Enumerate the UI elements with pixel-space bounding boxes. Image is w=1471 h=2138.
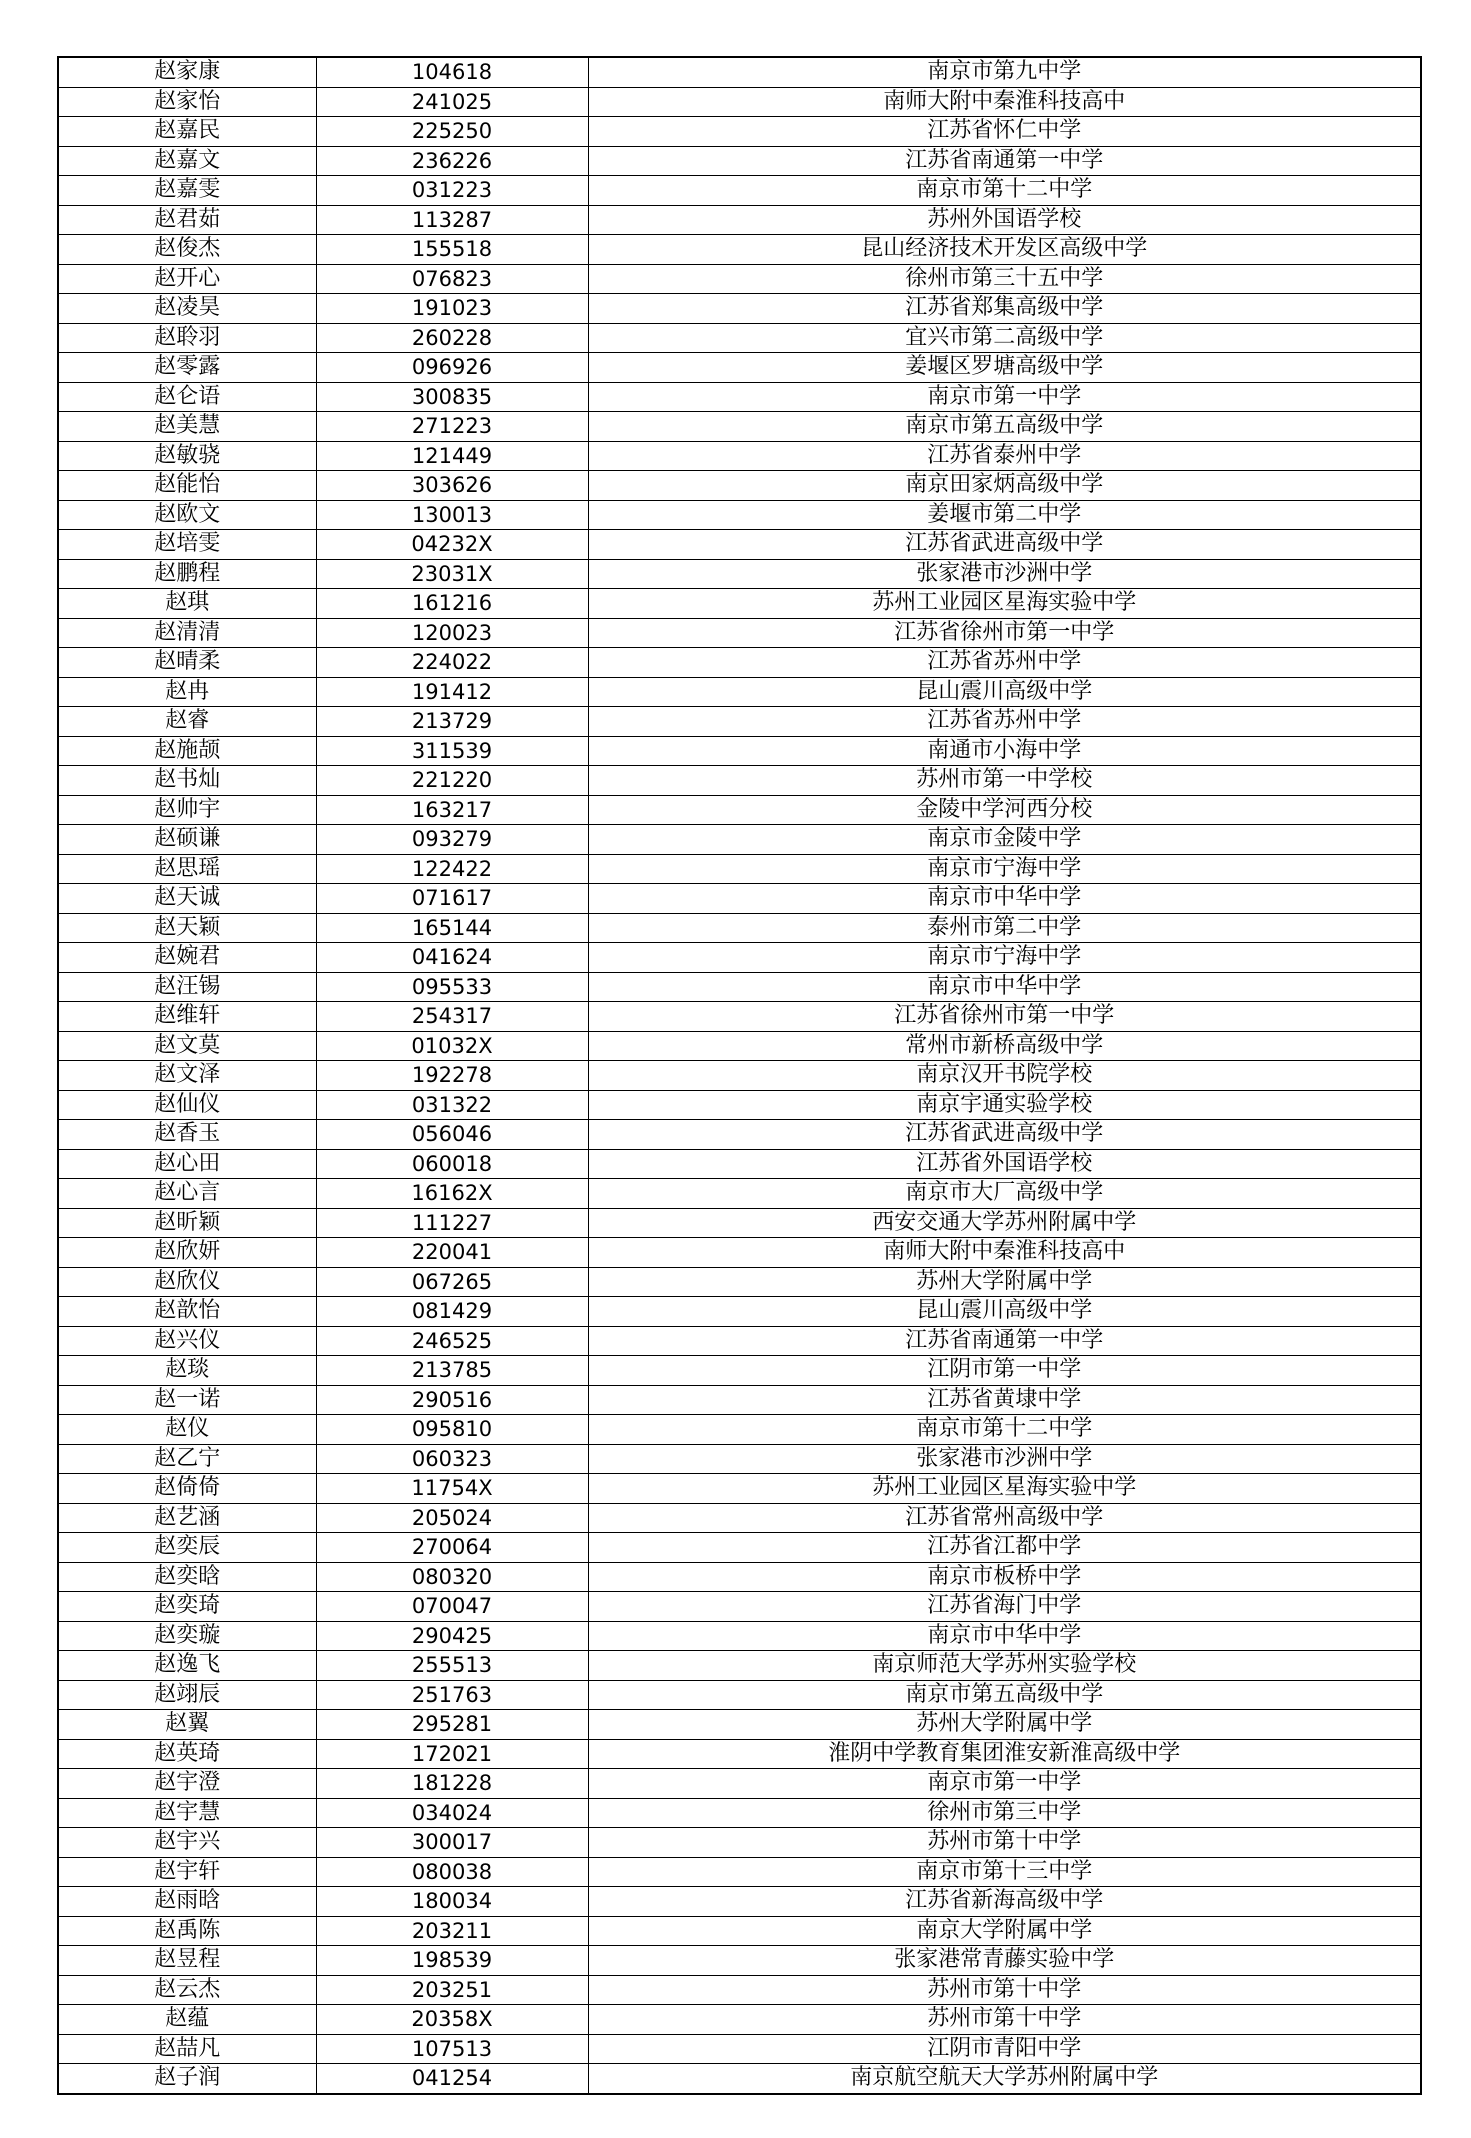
student-id-cell: 095533 [316, 972, 588, 1002]
school-name-cell: 江苏省江都中学 [588, 1533, 1421, 1563]
student-id-cell: 180034 [316, 1887, 588, 1917]
student-name-cell: 赵仙仪 [58, 1090, 316, 1120]
table-row [58, 146, 1421, 176]
student-id-cell: 213729 [316, 707, 588, 737]
student-id-cell: 311539 [316, 736, 588, 766]
student-name-cell: 赵睿 [58, 707, 316, 737]
school-name-cell: 南京市第一中学 [588, 1769, 1421, 1799]
student-name-cell: 赵昕颖 [58, 1208, 316, 1238]
student-id-cell: 104618 [316, 57, 588, 87]
student-name-cell: 赵硕谦 [58, 825, 316, 855]
student-name-cell: 赵维轩 [58, 1002, 316, 1032]
table-row [58, 1592, 1421, 1622]
student-id-cell: 20358X [316, 2005, 588, 2035]
student-id-cell: 224022 [316, 648, 588, 678]
school-name-cell: 南京市大厂高级中学 [588, 1179, 1421, 1209]
student-name-cell: 赵宇慧 [58, 1798, 316, 1828]
table-row [58, 441, 1421, 471]
table-row [58, 648, 1421, 678]
school-name-cell: 张家港市沙洲中学 [588, 1444, 1421, 1474]
school-name-cell: 南师大附中秦淮科技高中 [588, 1238, 1421, 1268]
table-row [58, 176, 1421, 206]
student-id-cell: 198539 [316, 1946, 588, 1976]
school-name-cell: 徐州市第三十五中学 [588, 264, 1421, 294]
table-row [58, 1975, 1421, 2005]
school-name-cell: 南京市第十二中学 [588, 176, 1421, 206]
student-id-cell: 254317 [316, 1002, 588, 1032]
table-row [58, 677, 1421, 707]
school-name-cell: 张家港市沙洲中学 [588, 559, 1421, 589]
school-name-cell: 江苏省常州高级中学 [588, 1503, 1421, 1533]
school-name-cell: 宜兴市第二高级中学 [588, 323, 1421, 353]
student-name-cell: 赵一诺 [58, 1385, 316, 1415]
table-row [58, 884, 1421, 914]
student-name-cell: 赵心田 [58, 1149, 316, 1179]
student-id-cell: 260228 [316, 323, 588, 353]
table-row [58, 1238, 1421, 1268]
school-name-cell: 南京市中华中学 [588, 884, 1421, 914]
table-row [58, 559, 1421, 589]
table-row [58, 766, 1421, 796]
table-row [58, 1798, 1421, 1828]
table-row [58, 1946, 1421, 1976]
table-row [58, 618, 1421, 648]
table-row [58, 1002, 1421, 1032]
student-name-cell: 赵奕璇 [58, 1621, 316, 1651]
school-name-cell: 苏州工业园区星海实验中学 [588, 589, 1421, 619]
student-name-cell: 赵雨晗 [58, 1887, 316, 1917]
school-name-cell: 江苏省外国语学校 [588, 1149, 1421, 1179]
student-name-cell: 赵翼 [58, 1710, 316, 1740]
student-name-cell: 赵君茹 [58, 205, 316, 235]
table-row [58, 943, 1421, 973]
student-id-cell: 205024 [316, 1503, 588, 1533]
table-row [58, 1179, 1421, 1209]
student-id-cell: 295281 [316, 1710, 588, 1740]
table-row [58, 1769, 1421, 1799]
student-name-cell: 赵晴柔 [58, 648, 316, 678]
table-row [58, 1415, 1421, 1445]
student-id-cell: 236226 [316, 146, 588, 176]
student-name-cell: 赵施颉 [58, 736, 316, 766]
school-name-cell: 苏州大学附属中学 [588, 1710, 1421, 1740]
student-id-cell: 172021 [316, 1739, 588, 1769]
student-id-cell: 071617 [316, 884, 588, 914]
student-name-cell: 赵思瑶 [58, 854, 316, 884]
student-name-cell: 赵俊杰 [58, 235, 316, 265]
table-row [58, 1031, 1421, 1061]
student-name-cell: 赵欣仪 [58, 1267, 316, 1297]
school-name-cell: 江苏省徐州市第一中学 [588, 618, 1421, 648]
table-row [58, 1710, 1421, 1740]
student-id-cell: 122422 [316, 854, 588, 884]
student-id-cell: 113287 [316, 205, 588, 235]
student-name-cell: 赵冉 [58, 677, 316, 707]
school-name-cell: 南京市中华中学 [588, 1621, 1421, 1651]
student-name-cell: 赵香玉 [58, 1120, 316, 1150]
school-name-cell: 江苏省海门中学 [588, 1592, 1421, 1622]
school-name-cell: 江阴市第一中学 [588, 1356, 1421, 1386]
table-row [58, 57, 1421, 87]
student-name-cell: 赵蕴 [58, 2005, 316, 2035]
school-name-cell: 南京田家炳高级中学 [588, 471, 1421, 501]
table-row [58, 1621, 1421, 1651]
table-row [58, 1061, 1421, 1091]
student-id-cell: 080320 [316, 1562, 588, 1592]
student-name-cell: 赵仑语 [58, 382, 316, 412]
school-name-cell: 江苏省黄埭中学 [588, 1385, 1421, 1415]
school-name-cell: 南京市第五高级中学 [588, 412, 1421, 442]
table-row [58, 1120, 1421, 1150]
school-name-cell: 南通市小海中学 [588, 736, 1421, 766]
student-name-cell: 赵帅宇 [58, 795, 316, 825]
student-id-cell: 165144 [316, 913, 588, 943]
table-row [58, 795, 1421, 825]
school-name-cell: 泰州市第二中学 [588, 913, 1421, 943]
school-name-cell: 南京市宁海中学 [588, 943, 1421, 973]
student-id-cell: 290425 [316, 1621, 588, 1651]
student-name-cell: 赵家康 [58, 57, 316, 87]
school-name-cell: 南京市板桥中学 [588, 1562, 1421, 1592]
school-name-cell: 南京市第一中学 [588, 382, 1421, 412]
school-name-cell: 昆山经济技术开发区高级中学 [588, 235, 1421, 265]
table-row [58, 1090, 1421, 1120]
table-row [58, 1385, 1421, 1415]
student-name-cell: 赵零露 [58, 353, 316, 383]
table-row [58, 1474, 1421, 1504]
student-name-cell: 赵倚倚 [58, 1474, 316, 1504]
school-name-cell: 苏州市第一中学校 [588, 766, 1421, 796]
student-name-cell: 赵清清 [58, 618, 316, 648]
student-name-cell: 赵汪锡 [58, 972, 316, 1002]
student-name-cell: 赵宇兴 [58, 1828, 316, 1858]
table-row [58, 323, 1421, 353]
table-row [58, 87, 1421, 117]
student-id-cell: 155518 [316, 235, 588, 265]
student-id-cell: 191023 [316, 294, 588, 324]
student-id-cell: 191412 [316, 677, 588, 707]
table-row [58, 1267, 1421, 1297]
student-id-cell: 120023 [316, 618, 588, 648]
table-row [58, 1562, 1421, 1592]
school-name-cell: 张家港常青藤实验中学 [588, 1946, 1421, 1976]
school-name-cell: 南京汉开书院学校 [588, 1061, 1421, 1091]
student-id-cell: 300835 [316, 382, 588, 412]
student-name-cell: 赵嘉文 [58, 146, 316, 176]
student-id-cell: 220041 [316, 1238, 588, 1268]
table-row [58, 1739, 1421, 1769]
school-name-cell: 苏州市第十中学 [588, 1975, 1421, 2005]
student-id-cell: 246525 [316, 1326, 588, 1356]
student-id-cell: 161216 [316, 589, 588, 619]
school-name-cell: 昆山震川高级中学 [588, 1297, 1421, 1327]
school-name-cell: 苏州工业园区星海实验中学 [588, 1474, 1421, 1504]
table-row [58, 294, 1421, 324]
student-name-cell: 赵天诚 [58, 884, 316, 914]
school-name-cell: 南京市第九中学 [588, 57, 1421, 87]
school-name-cell: 江苏省苏州中学 [588, 648, 1421, 678]
table-row [58, 1297, 1421, 1327]
student-id-cell: 203211 [316, 1916, 588, 1946]
student-name-cell: 赵逸飞 [58, 1651, 316, 1681]
student-id-cell: 203251 [316, 1975, 588, 2005]
student-name-cell: 赵宇轩 [58, 1857, 316, 1887]
student-name-cell: 赵翊辰 [58, 1680, 316, 1710]
table-row [58, 117, 1421, 147]
school-name-cell: 苏州大学附属中学 [588, 1267, 1421, 1297]
school-name-cell: 江苏省泰州中学 [588, 441, 1421, 471]
student-name-cell: 赵文莫 [58, 1031, 316, 1061]
table-row [58, 1444, 1421, 1474]
student-name-cell: 赵欣妍 [58, 1238, 316, 1268]
table-row [58, 264, 1421, 294]
student-name-cell: 赵琪 [58, 589, 316, 619]
student-id-cell: 270064 [316, 1533, 588, 1563]
student-id-cell: 11754X [316, 1474, 588, 1504]
table-row [58, 500, 1421, 530]
student-name-cell: 赵能怡 [58, 471, 316, 501]
school-name-cell: 江苏省武进高级中学 [588, 1120, 1421, 1150]
school-name-cell: 徐州市第三中学 [588, 1798, 1421, 1828]
table-row [58, 412, 1421, 442]
student-id-cell: 111227 [316, 1208, 588, 1238]
table-row [58, 2034, 1421, 2064]
school-name-cell: 江苏省郑集高级中学 [588, 294, 1421, 324]
table-row [58, 1887, 1421, 1917]
school-name-cell: 江苏省新海高级中学 [588, 1887, 1421, 1917]
table-row [58, 205, 1421, 235]
table-row [58, 1651, 1421, 1681]
student-id-cell: 041624 [316, 943, 588, 973]
student-id-cell: 067265 [316, 1267, 588, 1297]
table-row [58, 854, 1421, 884]
school-name-cell: 淮阴中学教育集团淮安新淮高级中学 [588, 1739, 1421, 1769]
student-id-cell: 290516 [316, 1385, 588, 1415]
table-row [58, 1857, 1421, 1887]
school-name-cell: 南京师范大学苏州实验学校 [588, 1651, 1421, 1681]
student-name-cell: 赵奕辰 [58, 1533, 316, 1563]
student-name-cell: 赵歆怡 [58, 1297, 316, 1327]
school-name-cell: 南京市宁海中学 [588, 854, 1421, 884]
student-id-cell: 213785 [316, 1356, 588, 1386]
school-name-cell: 姜堰区罗塘高级中学 [588, 353, 1421, 383]
student-id-cell: 251763 [316, 1680, 588, 1710]
student-name-cell: 赵乙宁 [58, 1444, 316, 1474]
table-row [58, 1208, 1421, 1238]
student-id-cell: 192278 [316, 1061, 588, 1091]
table-row [58, 589, 1421, 619]
student-id-cell: 080038 [316, 1857, 588, 1887]
student-id-cell: 16162X [316, 1179, 588, 1209]
school-name-cell: 南京市中华中学 [588, 972, 1421, 1002]
student-id-cell: 04232X [316, 530, 588, 560]
table-row [58, 353, 1421, 383]
table-row [58, 2005, 1421, 2035]
student-name-cell: 赵艺涵 [58, 1503, 316, 1533]
student-id-cell: 070047 [316, 1592, 588, 1622]
school-name-cell: 江苏省苏州中学 [588, 707, 1421, 737]
school-name-cell: 金陵中学河西分校 [588, 795, 1421, 825]
table-row [58, 530, 1421, 560]
student-name-cell: 赵敏骁 [58, 441, 316, 471]
student-id-cell: 060323 [316, 1444, 588, 1474]
table-row [58, 825, 1421, 855]
table-row [58, 2064, 1421, 2094]
table-row [58, 1149, 1421, 1179]
school-name-cell: 南京市金陵中学 [588, 825, 1421, 855]
table-row [58, 913, 1421, 943]
student-id-cell: 130013 [316, 500, 588, 530]
student-name-cell: 赵家怡 [58, 87, 316, 117]
student-name-cell: 赵欧文 [58, 500, 316, 530]
student-id-cell: 23031X [316, 559, 588, 589]
student-name-cell: 赵宇澄 [58, 1769, 316, 1799]
student-name-cell: 赵聆羽 [58, 323, 316, 353]
school-name-cell: 苏州外国语学校 [588, 205, 1421, 235]
school-name-cell: 南京航空航天大学苏州附属中学 [588, 2064, 1421, 2094]
student-id-cell: 081429 [316, 1297, 588, 1327]
table-row [58, 1326, 1421, 1356]
school-name-cell: 南京市第十三中学 [588, 1857, 1421, 1887]
school-name-cell: 南京宇通实验学校 [588, 1090, 1421, 1120]
student-id-cell: 163217 [316, 795, 588, 825]
roster-body [58, 57, 1421, 2094]
student-id-cell: 076823 [316, 264, 588, 294]
student-name-cell: 赵开心 [58, 264, 316, 294]
student-id-cell: 096926 [316, 353, 588, 383]
student-name-cell: 赵文泽 [58, 1061, 316, 1091]
student-id-cell: 241025 [316, 87, 588, 117]
table-row [58, 1356, 1421, 1386]
student-name-cell: 赵喆凡 [58, 2034, 316, 2064]
student-name-cell: 赵禹陈 [58, 1916, 316, 1946]
school-name-cell: 江阴市青阳中学 [588, 2034, 1421, 2064]
school-name-cell: 江苏省南通第一中学 [588, 1326, 1421, 1356]
student-id-cell: 271223 [316, 412, 588, 442]
student-id-cell: 225250 [316, 117, 588, 147]
student-name-cell: 赵嘉民 [58, 117, 316, 147]
table-row [58, 707, 1421, 737]
table-row [58, 972, 1421, 1002]
student-id-cell: 181228 [316, 1769, 588, 1799]
student-name-cell: 赵琰 [58, 1356, 316, 1386]
school-name-cell: 常州市新桥高级中学 [588, 1031, 1421, 1061]
student-id-cell: 303626 [316, 471, 588, 501]
student-id-cell: 034024 [316, 1798, 588, 1828]
student-name-cell: 赵子润 [58, 2064, 316, 2094]
student-id-cell: 255513 [316, 1651, 588, 1681]
school-name-cell: 苏州市第十中学 [588, 1828, 1421, 1858]
student-name-cell: 赵鹏程 [58, 559, 316, 589]
student-name-cell: 赵奕晗 [58, 1562, 316, 1592]
school-name-cell: 江苏省怀仁中学 [588, 117, 1421, 147]
student-name-cell: 赵奕琦 [58, 1592, 316, 1622]
table-row [58, 1828, 1421, 1858]
student-name-cell: 赵心言 [58, 1179, 316, 1209]
school-name-cell: 南京市第五高级中学 [588, 1680, 1421, 1710]
table-row [58, 1680, 1421, 1710]
student-id-cell: 107513 [316, 2034, 588, 2064]
school-name-cell: 昆山震川高级中学 [588, 677, 1421, 707]
student-name-cell: 赵云杰 [58, 1975, 316, 2005]
school-name-cell: 江苏省徐州市第一中学 [588, 1002, 1421, 1032]
student-id-cell: 031223 [316, 176, 588, 206]
school-name-cell: 江苏省南通第一中学 [588, 146, 1421, 176]
student-name-cell: 赵天颖 [58, 913, 316, 943]
table-row [58, 1916, 1421, 1946]
student-name-cell: 赵嘉雯 [58, 176, 316, 206]
student-name-cell: 赵昱程 [58, 1946, 316, 1976]
student-id-cell: 093279 [316, 825, 588, 855]
student-id-cell: 056046 [316, 1120, 588, 1150]
student-name-cell: 赵凌昊 [58, 294, 316, 324]
table-row [58, 471, 1421, 501]
student-id-cell: 041254 [316, 2064, 588, 2094]
school-name-cell: 南师大附中秦淮科技高中 [588, 87, 1421, 117]
roster-table [57, 56, 1422, 2095]
student-name-cell: 赵婉君 [58, 943, 316, 973]
student-name-cell: 赵书灿 [58, 766, 316, 796]
student-id-cell: 300017 [316, 1828, 588, 1858]
table-row [58, 1533, 1421, 1563]
student-id-cell: 221220 [316, 766, 588, 796]
student-id-cell: 060018 [316, 1149, 588, 1179]
student-id-cell: 031322 [316, 1090, 588, 1120]
table-row [58, 382, 1421, 412]
school-name-cell: 苏州市第十中学 [588, 2005, 1421, 2035]
student-id-cell: 095810 [316, 1415, 588, 1445]
school-name-cell: 江苏省武进高级中学 [588, 530, 1421, 560]
table-row [58, 235, 1421, 265]
student-id-cell: 01032X [316, 1031, 588, 1061]
student-name-cell: 赵兴仪 [58, 1326, 316, 1356]
school-name-cell: 南京市第十二中学 [588, 1415, 1421, 1445]
school-name-cell: 西安交通大学苏州附属中学 [588, 1208, 1421, 1238]
table-row [58, 736, 1421, 766]
student-name-cell: 赵仪 [58, 1415, 316, 1445]
school-name-cell: 姜堰市第二中学 [588, 500, 1421, 530]
student-name-cell: 赵美慧 [58, 412, 316, 442]
student-id-cell: 121449 [316, 441, 588, 471]
student-name-cell: 赵英琦 [58, 1739, 316, 1769]
student-name-cell: 赵培雯 [58, 530, 316, 560]
school-name-cell: 南京大学附属中学 [588, 1916, 1421, 1946]
table-row [58, 1503, 1421, 1533]
